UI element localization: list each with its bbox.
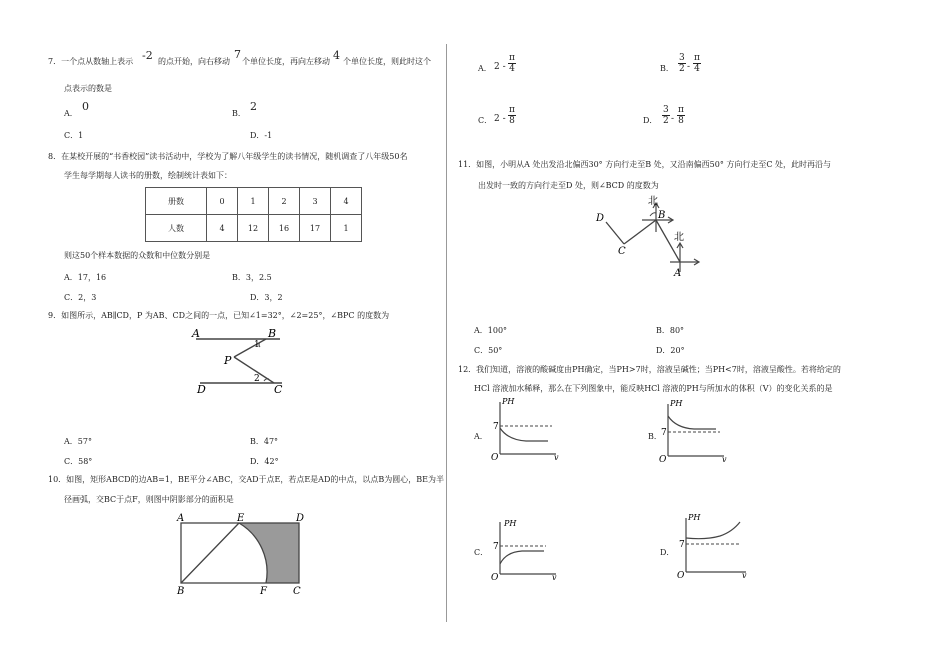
q8-option-c: C．2，3 [64, 293, 97, 302]
label-c: C [293, 586, 301, 597]
table-cell: 2 [269, 188, 300, 215]
table-cell: 册数 [146, 188, 207, 215]
label-c: C [618, 246, 626, 257]
origin-label: O [491, 573, 499, 583]
axis-label-v: v [722, 455, 727, 464]
q11-option-a: A．100° [474, 326, 508, 335]
q10-option-b-label: B． [660, 64, 674, 73]
q7-option-b-label: B． [232, 109, 246, 118]
label-c: C [274, 383, 283, 396]
table-cell: 17 [300, 215, 331, 242]
q7-stem-c: 个单位长度，再向左移动 [242, 57, 330, 66]
q10-option-a-lead: 2 - [494, 62, 506, 72]
axis-label-v: v [552, 573, 557, 582]
q11-option-d: D．20° [656, 346, 685, 355]
table-cell: 4 [207, 215, 238, 242]
label-e: E [237, 513, 245, 524]
axis-label-v: v [554, 453, 559, 462]
q8-option-b: B．3，2.5 [232, 273, 272, 282]
q10-line1: 10．如图，矩形ABCD的边AB=1，BE平分∠ABC，交AD于点E，若点E是AD的中点，以点B为圆心，BE为半 [48, 475, 444, 484]
q9-option-c: C．58° [64, 457, 93, 466]
q11-line1: 11．如图，小明从A 处出发沿北偏西30° 方向行走至B 处，又沿南偏西50° 方向行走至C 处，此时再沿与 [458, 160, 832, 169]
tick-label-7: 7 [661, 428, 667, 438]
q12-graph-a [486, 396, 561, 462]
q10-rectangle-figure [172, 512, 312, 598]
q11-option-b: B．80° [656, 326, 685, 335]
q11-direction-figure [590, 192, 715, 282]
q7-stem-a: 7．一个点从数轴上表示 [48, 57, 134, 66]
tick-label-7: 7 [679, 540, 685, 550]
q12-line2: HCl 溶液加水稀释，那么在下列图象中，能反映HCl 溶液的PH与所加水的体积（V）的变化关系的是 [474, 384, 833, 393]
q12-option-a-label: A． [474, 432, 488, 441]
fraction-denominator: 8 [678, 116, 684, 126]
table-cell: 4 [331, 188, 362, 215]
label-a: A [192, 327, 200, 340]
q10-option-b-minus: - [687, 62, 691, 72]
fraction-numerator: 3 [663, 105, 669, 115]
table-row [146, 215, 362, 242]
axis-label-ph: PH [670, 399, 683, 408]
origin-label: O [677, 571, 685, 581]
q10-option-b-lead-fraction [678, 53, 686, 74]
label-b: B [658, 210, 666, 221]
q8-option-d: D．3，2 [250, 293, 283, 302]
q10-option-d-lead-fraction [662, 105, 670, 126]
q7-option-d: D．-1 [250, 131, 273, 140]
q8-option-a: A．17，16 [64, 273, 107, 282]
q11-line2: 出发时一致的方向行走至D 处，则∠BCD 的度数为 [478, 181, 659, 190]
q7-stem-d: 个单位长度，则此时这个 [343, 57, 431, 66]
fraction-numerator: π [678, 105, 684, 115]
q9-line1: 9．如图所示，AB∥CD，P 为AB、CD之间的一点，已知∠1=32°，∠2=25°，∠BPC 的度数为 [48, 311, 390, 320]
q12-graph-d [672, 514, 752, 582]
table-row [146, 188, 362, 215]
q12-option-b-label: B． [648, 432, 662, 441]
label-a: A [674, 268, 682, 279]
q9-parallel-lines-figure [190, 325, 300, 395]
fraction-numerator: π [509, 105, 515, 115]
q7-num-left: 4 [333, 49, 340, 62]
angle-2-label: 2 [254, 374, 260, 384]
fraction-denominator: 4 [509, 64, 515, 74]
q7-option-a-label: A． [64, 109, 78, 118]
label-d: D [296, 513, 305, 524]
label-a: A [177, 513, 185, 524]
fraction-numerator: π [694, 53, 700, 63]
fraction-numerator: π [509, 53, 515, 63]
q9-option-b: B．47° [250, 437, 279, 446]
fraction-numerator: 3 [679, 53, 685, 63]
fraction-denominator: 8 [509, 116, 515, 126]
table-cell: 人数 [146, 215, 207, 242]
table-cell: 3 [300, 188, 331, 215]
q7-option-b-value: 2 [250, 100, 257, 113]
north-label-b: 北 [648, 196, 658, 207]
label-p: P [224, 354, 232, 367]
north-label-a: 北 [674, 232, 684, 243]
q10-option-d-minus: - [671, 114, 675, 124]
q12-graph-c [486, 518, 561, 584]
axis-label-ph: PH [504, 519, 517, 528]
table-cell: 1 [238, 188, 269, 215]
q9-option-d: D．42° [250, 457, 279, 466]
q10-option-d-label: D． [643, 116, 658, 125]
fraction-denominator: 2 [663, 116, 669, 126]
table-cell: 12 [238, 215, 269, 242]
label-b: B [177, 586, 185, 597]
column-divider [446, 44, 447, 622]
angle-1-label: 1 [254, 340, 260, 350]
axis-label-ph: PH [502, 397, 515, 406]
fraction-denominator: 4 [694, 64, 700, 74]
q8-frequency-table [145, 187, 362, 242]
label-f: F [260, 586, 267, 597]
label-b: B [268, 327, 277, 340]
q7-stem-b: 的点开始，向右移动 [158, 57, 230, 66]
q9-option-a: A．57° [64, 437, 92, 446]
q10-option-c-fraction [508, 105, 516, 126]
table-cell: 0 [207, 188, 238, 215]
table-cell: 16 [269, 215, 300, 242]
q10-option-d-fraction [677, 105, 685, 126]
axis-label-ph: PH [688, 513, 701, 522]
origin-label: O [491, 453, 499, 463]
q7-num-start: -2 [142, 49, 153, 62]
origin-label: O [659, 455, 667, 465]
q10-option-c-lead: 2 - [494, 114, 506, 124]
q8-line2: 学生每学期每人读书的册数，绘制统计表如下： [64, 171, 232, 180]
label-d: D [197, 383, 206, 396]
q12-option-d-label: D． [660, 548, 675, 557]
tick-label-7: 7 [493, 542, 499, 552]
q7-stem-line2: 点表示的数是 [64, 84, 112, 93]
fraction-denominator: 2 [679, 64, 685, 74]
q10-option-b-fraction [693, 53, 701, 74]
q10-option-a-fraction [508, 53, 516, 74]
q8-line1: 8．在某校开展的“书香校园”读书活动中，学校为了解八年级学生的读书情况，随机调查了八年级50名 [48, 152, 408, 161]
axis-label-v: v [742, 571, 747, 580]
q7-option-a-value: 0 [82, 100, 89, 113]
q12-option-c-label: C． [474, 548, 489, 557]
tick-label-7: 7 [493, 422, 499, 432]
q10-option-c-label: C． [478, 116, 493, 125]
table-cell: 1 [331, 215, 362, 242]
q11-option-c: C．50° [474, 346, 503, 355]
q10-line2: 径画弧，交BC于点F，则图中阴影部分的面积是 [64, 495, 234, 504]
q12-graph-b [654, 398, 729, 464]
q10-option-a-label: A． [478, 64, 492, 73]
q12-line1: 12．我们知道，溶液的酸碱度由PH确定，当PH>7时，溶液呈碱性；当PH<7时，溶液呈酸性。若将给定的 [458, 365, 841, 374]
q8-question: 则这50个样本数据的众数和中位数分别是 [64, 251, 211, 260]
q7-option-c: C．1 [64, 131, 84, 140]
label-d: D [596, 213, 605, 224]
q7-num-right: 7 [234, 48, 241, 61]
